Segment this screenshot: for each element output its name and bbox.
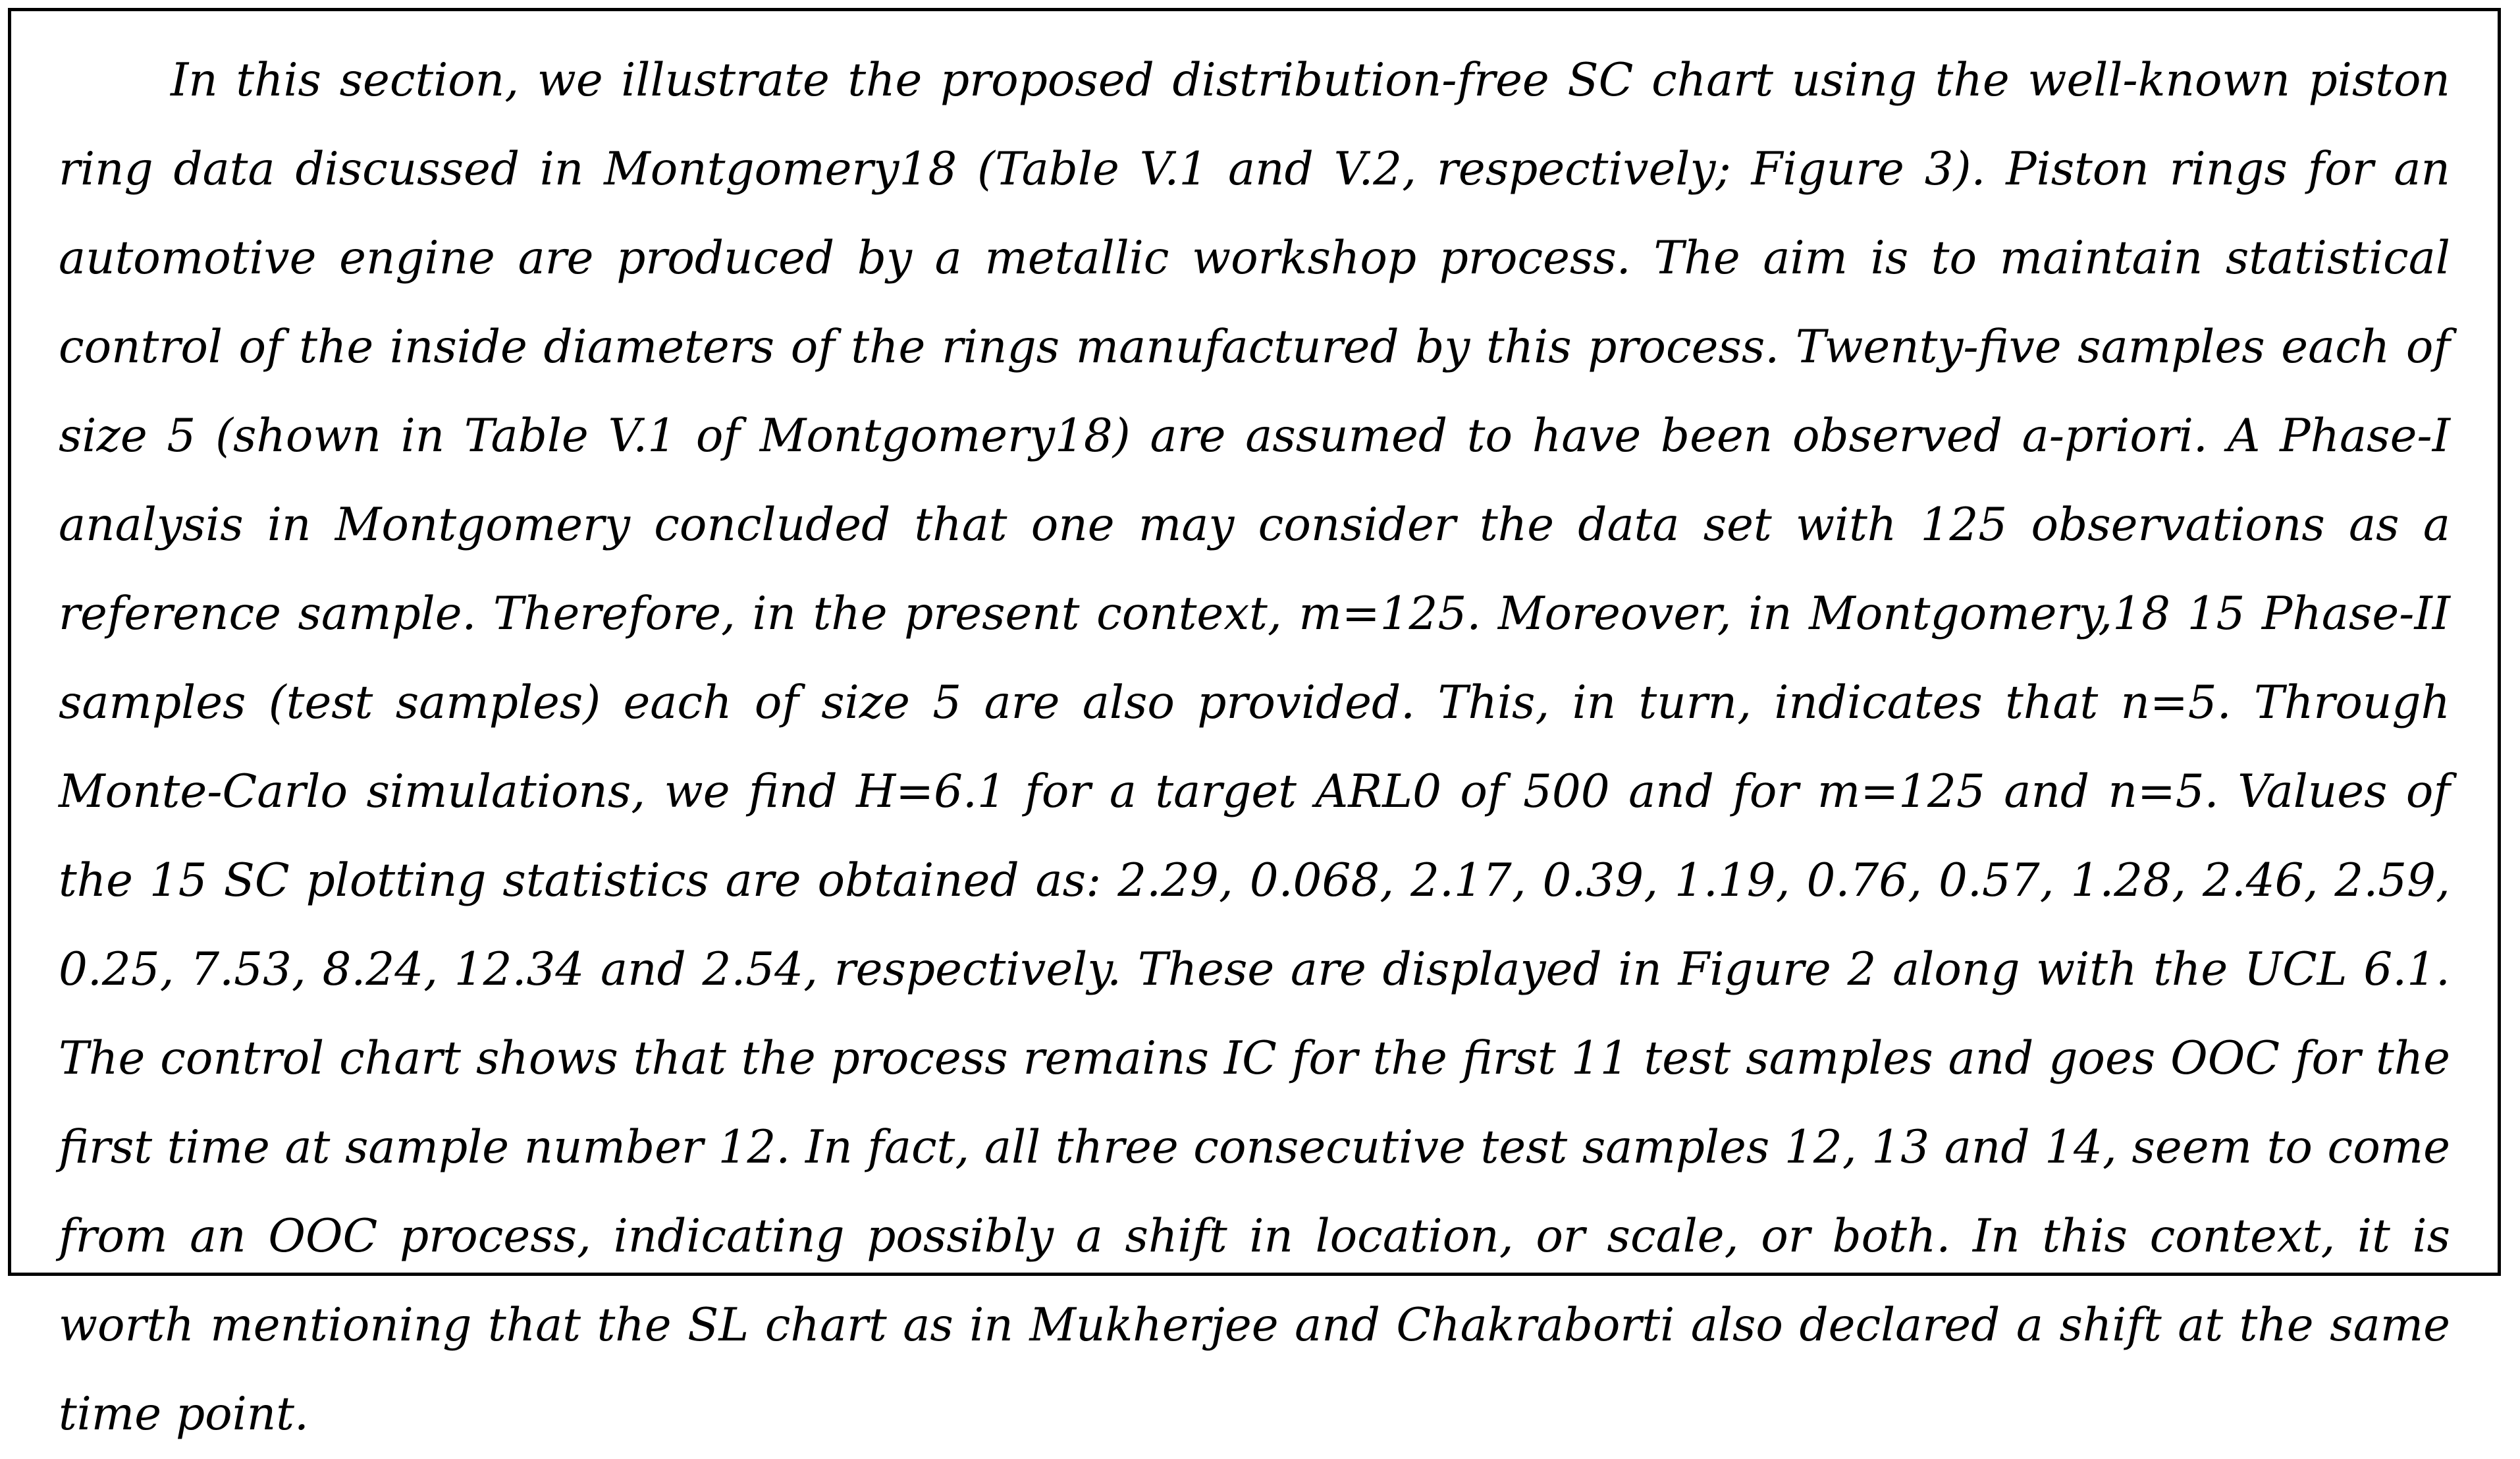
body-paragraph: In this section, we illustrate the proposed distribution-free SC chart using the well-known piston ring data discussed in Montgomery18 (Table V.1 and V.2, respectively; Figure 3). Piston rings for an automotive engine are produced by a metallic workshop process. The aim is to maintain statistical control of the inside diameters of the rings manufactured by this process. Twenty-five samples each of size 5 (shown in Table V.1 of Montgomery18) are assumed to have been observed a-priori. A Phase-I analysis in Montgomery concluded that one may consider the data set with 125 observations as a reference sample. Therefore, in the present context, m=125. Moreover, in Montgomery,18 15 Phase-II samples (test samples) each of size 5 are also provided. This, in turn, indicates that n=5. Through Monte-Carlo simulations, we find H=6.1 for a target ARL0 of 500 and for m=125 and n=5. Values of the 15 SC plotting statistics are obtained as: 2.29, 0.068, 2.17, 0.39, 1.19, 0.76, 0.57, 1.28, 2.46, 2.59, 0.25, 7.53, 8.24, 12.34 and 2.54, respectively. These are displayed in Figure 2 along with the UCL 6.1. The control chart shows that the process remains IC for the first 11 test samples and goes OOC for the first time at sample number 12. In fact, all three consecutive test samples 12, 13 and 14, seem to come from an OOC process, indicating possibly a shift in location, or scale, or both. In this context, it is worth mentioning that the SL chart as in Mukherjee and Chakraborti also declared a shift at the same time point. bbox=[59, 54, 2450, 1441]
bordered-text-box bbox=[8, 8, 2501, 1441]
